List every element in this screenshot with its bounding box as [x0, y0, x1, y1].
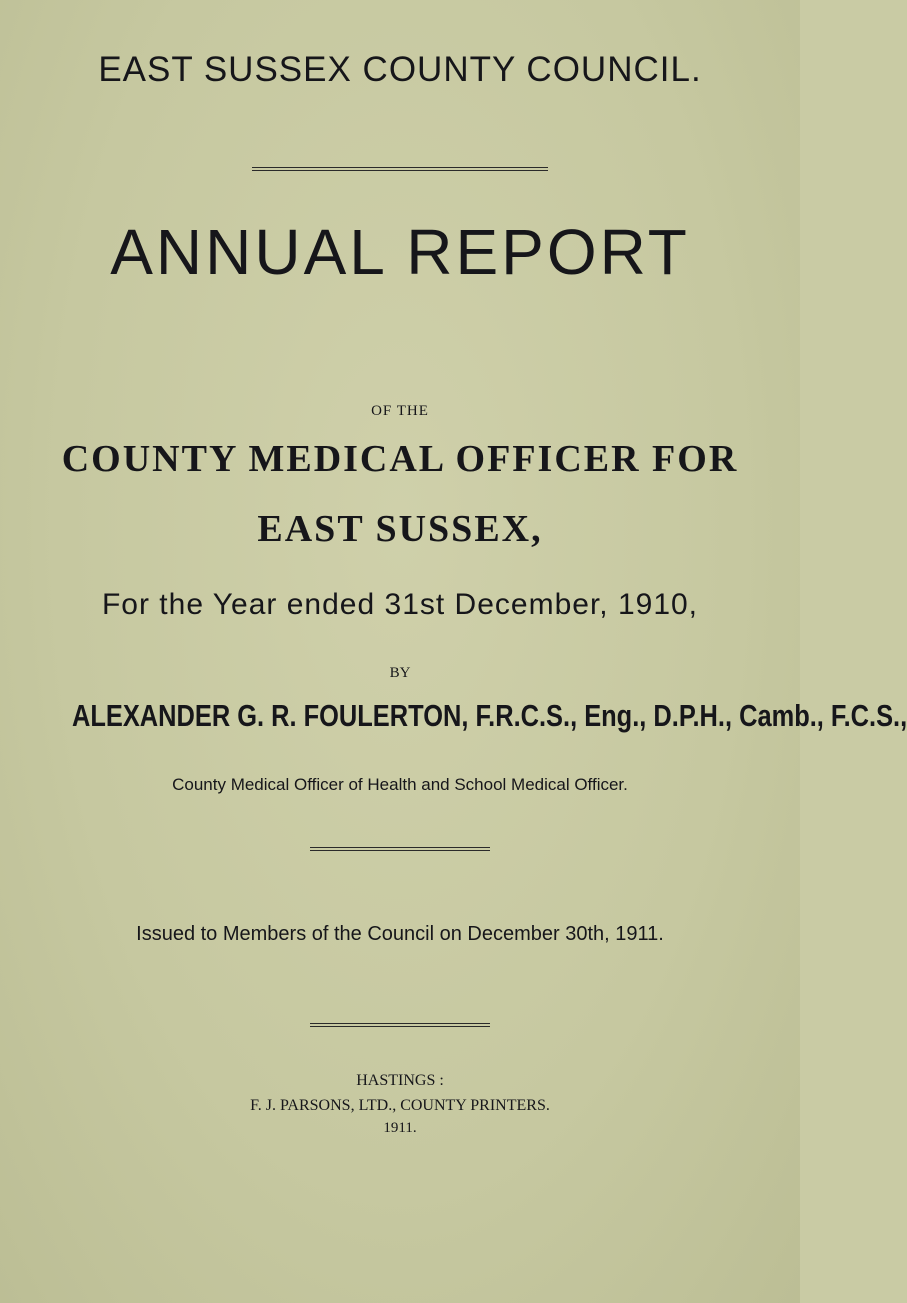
double-rule-divider	[310, 847, 490, 851]
report-period: For the Year ended 31st December, 1910,	[101, 588, 699, 621]
author-name: ALEXANDER G. R. FOULERTON, F.R.C.S., Eng., D.P.H., Camb., F.C.S.,	[72, 698, 907, 733]
imprint-place: HASTINGS :	[356, 1072, 444, 1089]
imprint-year: 1911.	[383, 1120, 417, 1136]
by-label: BY	[389, 665, 411, 681]
officer-title-line-1: COUNTY MEDICAL OFFICER FOR	[61, 438, 739, 480]
issue-note: Issued to Members of the Council on December 30th, 1911.	[136, 923, 664, 945]
officer-title-line-2: EAST SUSSEX,	[257, 508, 543, 550]
report-title: ANNUAL REPORT	[110, 216, 690, 288]
double-rule-divider	[310, 1023, 490, 1027]
double-rule-divider	[252, 167, 548, 171]
author-role: County Medical Officer of Health and School Medical Officer.	[172, 775, 628, 794]
imprint-printer: F. J. PARSONS, LTD., COUNTY PRINTERS.	[250, 1097, 550, 1114]
council-heading: EAST SUSSEX COUNTY COUNCIL.	[98, 50, 702, 89]
of-the-label: OF THE	[371, 403, 429, 419]
